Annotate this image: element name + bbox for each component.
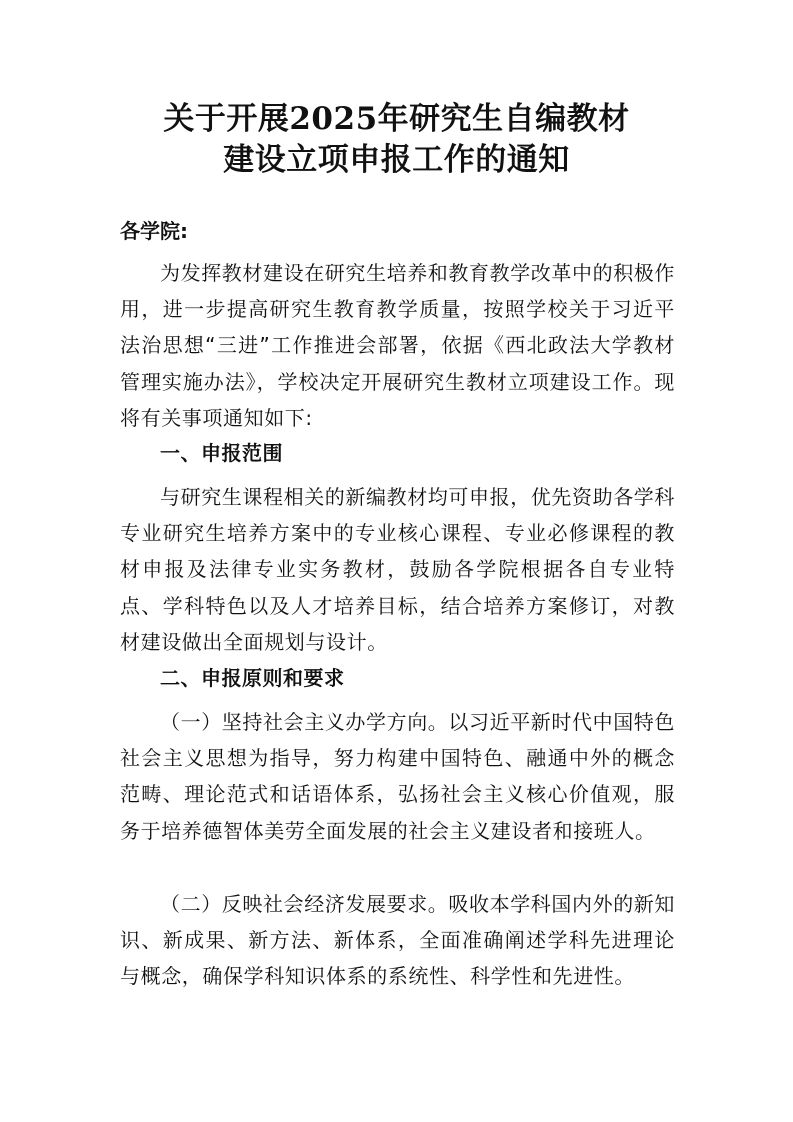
salutation: 各学院:: [120, 219, 188, 243]
section-1-paragraph: 与研究生课程相关的新编教材均可申报，优先资助各学科专业研究生培养方案中的专业核心课程、专业必修课程的教材申报及法律专业实务教材，鼓励各学院根据各自专业特点、学科特色以及人才培养目标，结合培养方案修订，对教材建设做出全面规划与设计。: [120, 485, 675, 654]
section-2-item-2: （二）反映社会经济发展要求。吸收本学科国内外的新知识、新成果、新方法、新体系，全面准确阐述学科先进理论与概念，确保学科知识体系的系统性、科学性和先进性。: [120, 892, 675, 989]
section-2-item-1: （一）坚持社会主义办学方向。以习近平新时代中国特色社会主义思想为指导，努力构建中国特色、融通中外的概念范畴、理论范式和话语体系，弘扬社会主义核心价值观，服务于培养德智体美劳全面发展的社会主义建设者和接班人。: [120, 710, 675, 843]
document-title-line-2: 建设立项申报工作的通知: [223, 142, 570, 178]
document-title-line-1: 关于开展2025年研究生自编教材: [163, 101, 630, 137]
section-1-heading: 一、申报范围: [160, 441, 283, 465]
intro-paragraph: 为发挥教材建设在研究生培养和教育教学改革中的积极作用，进一步提高研究生教育教学质量，按照学校关于习近平法治思想“三进”工作推进会部署，依据《西北政法大学教材管理实施办法》，学校决定开展研究生教材立项建设工作。现将有关事项通知如下:: [120, 261, 675, 430]
section-2-heading: 二、申报原则和要求: [160, 666, 345, 690]
